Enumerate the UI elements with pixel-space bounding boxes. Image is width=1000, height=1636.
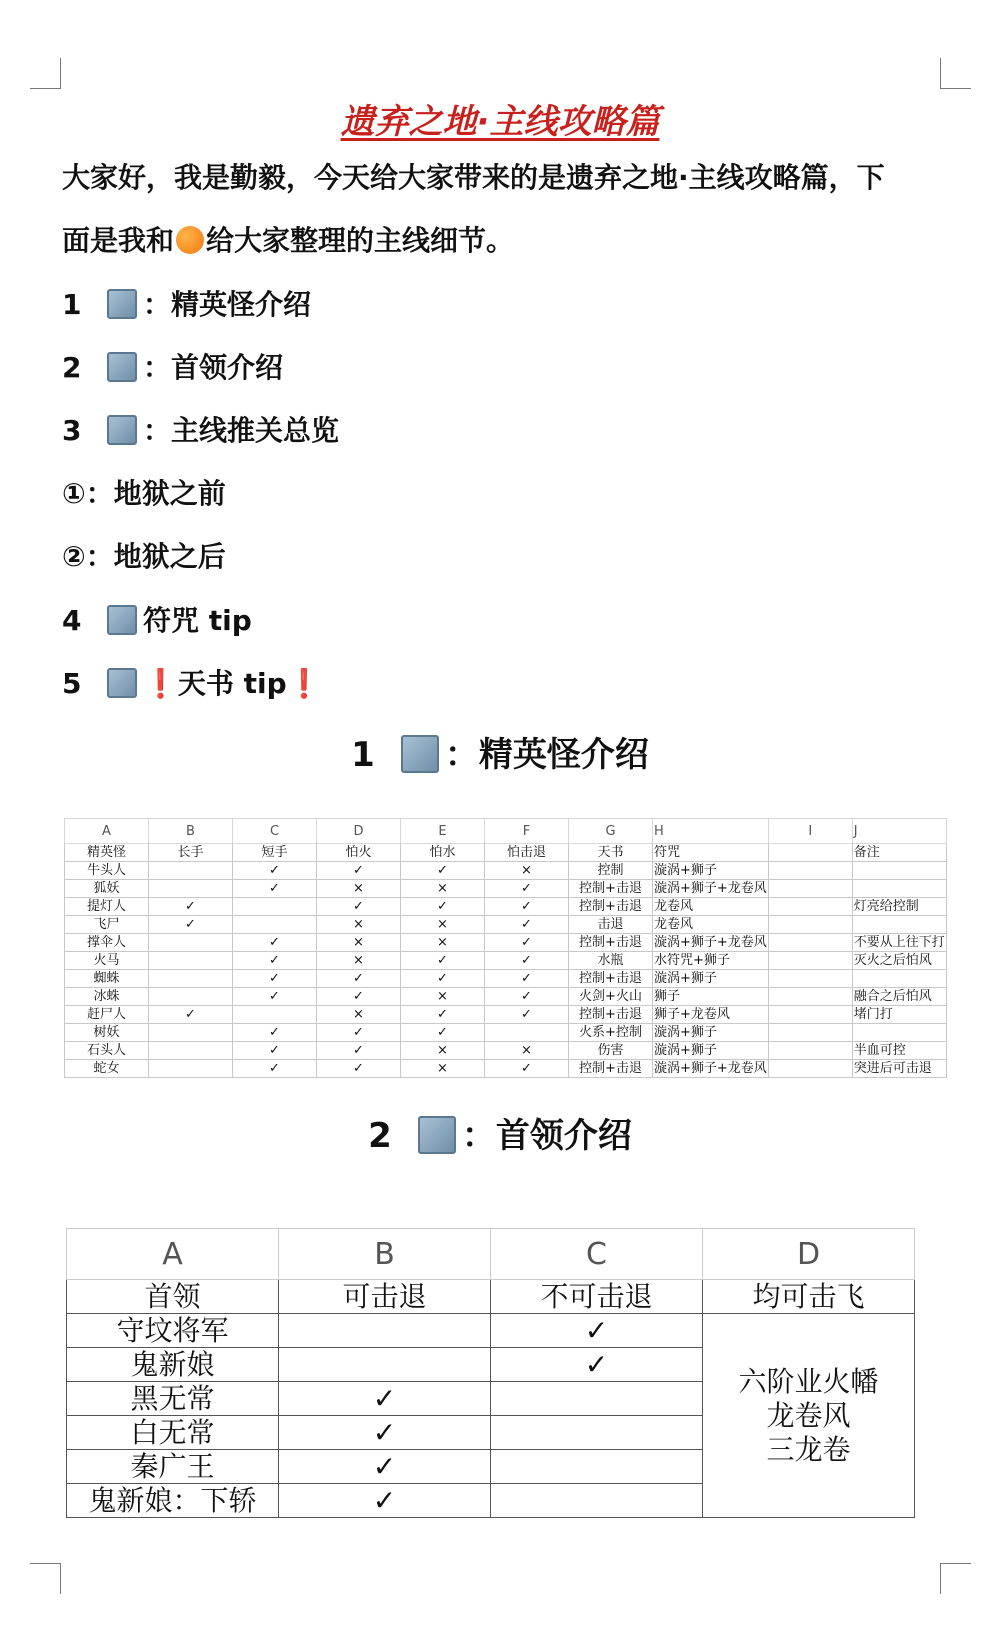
table-cell: ✓: [491, 1348, 703, 1382]
table-cell: ✓: [233, 1042, 317, 1060]
table-row: [65, 970, 947, 988]
table-cell: ✓: [279, 1484, 491, 1518]
table-cell: 撑伞人: [65, 934, 149, 952]
table-cell: 长手: [149, 844, 233, 862]
toc-item-3: [62, 411, 339, 451]
table-cell: ✓: [149, 1006, 233, 1024]
table-cell: 龙卷风: [653, 916, 769, 934]
table-cell: 符咒: [653, 844, 769, 862]
table-cell: 控制+击退: [569, 898, 653, 916]
table-cell: A: [65, 819, 149, 844]
table-cell: ✓: [233, 880, 317, 898]
table-cell: 白无常: [67, 1416, 279, 1450]
table-cell: 漩涡+狮子: [653, 970, 769, 988]
table-cell: [768, 844, 852, 862]
table-row: [67, 1314, 915, 1348]
table-cell: I: [768, 819, 852, 844]
table-cell: [279, 1314, 491, 1348]
table-row: [65, 898, 947, 916]
toc-item-5: [62, 664, 322, 704]
table-cell: ✓: [317, 862, 401, 880]
table-cell: ✓: [317, 970, 401, 988]
table-cell: 控制: [569, 862, 653, 880]
section-heading-elites: [0, 727, 1000, 776]
table-cell: 天书: [569, 844, 653, 862]
table-cell: [149, 934, 233, 952]
table-cell: [149, 880, 233, 898]
table-cell: 融合之后怕风: [852, 988, 946, 1006]
table-cell: ✓: [233, 988, 317, 1006]
table-row: [65, 988, 947, 1006]
table-cell: [768, 952, 852, 970]
table-cell: F: [485, 819, 569, 844]
table-cell: 可击退: [279, 1280, 491, 1314]
table-row: [65, 880, 947, 898]
table-cell: 水瓶: [569, 952, 653, 970]
toc-text: ：精英怪介绍: [143, 288, 312, 321]
table-cell: 提灯人: [65, 898, 149, 916]
table-cell: B: [149, 819, 233, 844]
table-cell: ✓: [401, 898, 485, 916]
table-cell: ✓: [485, 1006, 569, 1024]
page-corner-mark: [30, 58, 61, 89]
square-emoji-icon: [418, 1116, 456, 1154]
table-cell: ✓: [279, 1382, 491, 1416]
table-cell: ✓: [317, 1024, 401, 1042]
table-cell: ×: [485, 1042, 569, 1060]
table-cell: ×: [401, 880, 485, 898]
table-cell: [852, 970, 946, 988]
table-cell: ✓: [279, 1416, 491, 1450]
table-cell: ✓: [485, 934, 569, 952]
table-cell: 漩涡+狮子: [653, 862, 769, 880]
table-cell: ✓: [149, 916, 233, 934]
table-cell: ✓: [317, 988, 401, 1006]
intro-line-1: 大家好，我是勤毅，今天给大家带来的是遗弃之地·主线攻略篇，下: [62, 161, 885, 194]
column-letter-row: [67, 1229, 915, 1280]
section-title: ：首领介绍: [461, 1116, 632, 1156]
table-cell: 漩涡+狮子+龙卷风: [654, 1061, 767, 1076]
table-cell: ×: [401, 1060, 485, 1078]
table-cell: ✓: [317, 1042, 401, 1060]
page-corner-mark: [940, 58, 971, 89]
toc-number: 3: [62, 414, 82, 447]
table-cell: [768, 1024, 852, 1042]
elite-monster-table: [64, 818, 947, 1078]
toc-number: 2: [62, 351, 82, 384]
table-cell: ✓: [401, 1006, 485, 1024]
table-cell: 漩涡+狮子: [653, 1024, 769, 1042]
table-cell: 控制+击退: [569, 934, 653, 952]
table-cell: 突进后可击退: [852, 1060, 946, 1078]
table-cell: 击退: [569, 916, 653, 934]
table-cell: 狐妖: [65, 880, 149, 898]
table-cell: ✓: [485, 988, 569, 1006]
table-cell: 灭火之后怕风: [852, 952, 946, 970]
table-cell: 均可击飞: [703, 1280, 915, 1314]
table-cell: [852, 862, 946, 880]
table-cell: 控制+击退: [569, 1060, 653, 1078]
section-title: ：精英怪介绍: [444, 735, 649, 775]
table-cell: 怕水: [401, 844, 485, 862]
table-cell: 狮子+龙卷风: [653, 1006, 769, 1024]
table-cell: ×: [317, 952, 401, 970]
table-cell: ✓: [485, 1060, 569, 1078]
table-cell: 火剑+火山: [569, 988, 653, 1006]
table-cell: B: [279, 1229, 491, 1280]
table-cell: 控制+击退: [569, 970, 653, 988]
table-cell: [233, 898, 317, 916]
toc-item-2: [62, 348, 283, 388]
table-cell: D: [703, 1229, 915, 1280]
table-row: [65, 1042, 947, 1060]
toc-text: 符咒 tip: [143, 604, 252, 637]
table-cell: ×: [401, 916, 485, 934]
toc-text: ：首领介绍: [143, 351, 284, 384]
table-cell: [149, 970, 233, 988]
table-cell: [852, 1024, 946, 1042]
table-cell: [149, 988, 233, 1006]
table-cell: ✓: [401, 862, 485, 880]
intro-text: 给大家整理的主线细节。: [206, 224, 515, 257]
table-cell: ×: [401, 934, 485, 952]
table-cell: [768, 1060, 852, 1078]
table-cell: 备注: [852, 844, 946, 862]
square-emoji-icon: [107, 415, 137, 445]
table-header-row: [67, 1280, 915, 1314]
table-cell: ×: [401, 988, 485, 1006]
document-title: 遗弃之地·主线攻略篇: [340, 102, 660, 142]
table-cell: D: [317, 819, 401, 844]
table-cell: ✓: [317, 1060, 401, 1078]
table-cell: ✓: [233, 1060, 317, 1078]
table-cell: [491, 1416, 703, 1450]
table-cell: H: [653, 819, 769, 844]
table-row: [65, 1060, 947, 1078]
section-number: 1: [351, 735, 375, 775]
table-cell: 石头人: [65, 1042, 149, 1060]
table-cell: 首领: [67, 1280, 279, 1314]
table-cell: ✓: [401, 970, 485, 988]
table-cell: [491, 1382, 703, 1416]
square-emoji-icon: [107, 352, 137, 382]
intro-line-2: [62, 221, 962, 261]
table-cell: ✓: [317, 898, 401, 916]
table-row: [65, 1024, 947, 1042]
table-cell: ✓: [149, 898, 233, 916]
table-cell: ✓: [485, 880, 569, 898]
table-cell: ✓: [491, 1314, 703, 1348]
table-cell: 精英怪: [65, 844, 149, 862]
table-cell: 水符咒+狮子: [653, 952, 769, 970]
toc-number: 4: [62, 604, 82, 637]
table-cell: [149, 1042, 233, 1060]
table-cell: ✓: [485, 916, 569, 934]
table-cell: 火马: [65, 952, 149, 970]
table-cell: [768, 880, 852, 898]
square-emoji-icon: [107, 668, 137, 698]
table-cell: 狮子: [653, 988, 769, 1006]
table-cell: 漩涡+狮子+龙卷风: [654, 935, 767, 950]
table-cell: [768, 862, 852, 880]
table-cell: C: [233, 819, 317, 844]
exclamation-icon: ❗: [143, 667, 178, 700]
table-cell: G: [569, 819, 653, 844]
section-number: 2: [368, 1116, 392, 1156]
table-cell: 漩涡+狮子+龙卷风: [654, 881, 767, 896]
table-cell: [491, 1450, 703, 1484]
table-header-row: [65, 844, 947, 862]
toc-number: 5: [62, 667, 82, 700]
table-cell: 怕击退: [485, 844, 569, 862]
table-cell: ✓: [401, 1024, 485, 1042]
table-cell: [768, 970, 852, 988]
orange-emoji-icon: [176, 226, 204, 254]
merged-note-cell: [703, 1314, 915, 1518]
table-cell: [149, 862, 233, 880]
toc-number: 1: [62, 288, 82, 321]
table-cell: 灯亮给控制: [852, 898, 946, 916]
table-cell: [852, 916, 946, 934]
table-cell: 漩涡+狮子: [653, 1042, 769, 1060]
toc-text: 天书 tip: [177, 667, 287, 700]
table-cell: [149, 1024, 233, 1042]
table-cell: ×: [317, 934, 401, 952]
table-cell: [768, 898, 852, 916]
table-cell: 赶尸人: [65, 1006, 149, 1024]
page-corner-mark: [30, 1563, 61, 1594]
table-cell: ✓: [233, 862, 317, 880]
table-row: [65, 916, 947, 934]
table-cell: [491, 1484, 703, 1518]
table-row: [65, 934, 947, 952]
table-cell: 守坟将军: [67, 1314, 279, 1348]
table-cell: 不要从上往下打: [853, 935, 945, 950]
table-row: [65, 1006, 947, 1024]
intro-text: 面是我和: [62, 224, 175, 257]
table-cell: ×: [317, 916, 401, 934]
table-cell: ✓: [485, 952, 569, 970]
table-cell: 牛头人: [65, 862, 149, 880]
table-cell: [768, 1042, 852, 1060]
table-cell: 伤害: [569, 1042, 653, 1060]
table-cell: ✓: [233, 970, 317, 988]
table-cell: ×: [401, 1042, 485, 1060]
table-cell: ✓: [485, 898, 569, 916]
toc-subitem-2: ②：地狱之后: [62, 540, 226, 573]
table-cell: [768, 934, 852, 952]
table-cell: 龙卷风: [653, 898, 769, 916]
table-cell: ✓: [233, 1024, 317, 1042]
table-cell: 控制+击退: [569, 880, 653, 898]
table-cell: [279, 1348, 491, 1382]
table-cell: [233, 916, 317, 934]
toc-subitem-1: ①：地狱之前: [62, 477, 226, 510]
merged-note-line: 三龙卷: [766, 1432, 851, 1466]
table-cell: [233, 1006, 317, 1024]
table-cell: 黑无常: [67, 1382, 279, 1416]
table-cell: [485, 1024, 569, 1042]
table-cell: 树妖: [65, 1024, 149, 1042]
table-cell: A: [67, 1229, 279, 1280]
table-cell: ✓: [485, 970, 569, 988]
toc-text: ：主线推关总览: [143, 414, 340, 447]
table-cell: 短手: [233, 844, 317, 862]
table-row: [65, 952, 947, 970]
boss-table: [66, 1228, 915, 1518]
toc-item-4: [62, 601, 252, 641]
table-cell: 怕火: [317, 844, 401, 862]
square-emoji-icon: [401, 735, 439, 773]
table-cell: ✓: [233, 952, 317, 970]
section-heading-bosses: [0, 1108, 1000, 1157]
table-cell: 秦广王: [67, 1450, 279, 1484]
square-emoji-icon: [107, 605, 137, 635]
square-emoji-icon: [107, 289, 137, 319]
table-cell: [768, 1006, 852, 1024]
column-letter-row: [65, 819, 947, 844]
merged-note-line: 六阶业火幡: [738, 1364, 879, 1398]
table-cell: E: [401, 819, 485, 844]
table-cell: 鬼新娘: [67, 1348, 279, 1382]
table-cell: [852, 880, 946, 898]
table-cell: ×: [317, 1006, 401, 1024]
table-cell: [768, 988, 852, 1006]
table-cell: ✓: [279, 1450, 491, 1484]
table-cell: [149, 1060, 233, 1078]
table-cell: J: [852, 819, 946, 844]
table-cell: 蜘蛛: [65, 970, 149, 988]
table-cell: 不可击退: [491, 1280, 703, 1314]
table-cell: 火系+控制: [569, 1024, 653, 1042]
page-corner-mark: [940, 1563, 971, 1594]
table-cell: 堵门打: [852, 1006, 946, 1024]
table-cell: ×: [485, 862, 569, 880]
table-cell: [149, 952, 233, 970]
table-cell: [768, 916, 852, 934]
exclamation-icon: ❗: [286, 667, 322, 700]
table-row: [65, 862, 947, 880]
table-cell: 半血可控: [852, 1042, 946, 1060]
table-cell: 鬼新娘：下轿: [67, 1484, 279, 1518]
table-cell: 蛇女: [65, 1060, 149, 1078]
table-cell: ✓: [233, 934, 317, 952]
table-cell: 控制+击退: [569, 1006, 653, 1024]
table-cell: ×: [317, 880, 401, 898]
table-cell: ✓: [401, 952, 485, 970]
merged-note-line: 龙卷风: [766, 1398, 851, 1432]
table-cell: 冰蛛: [65, 988, 149, 1006]
table-cell: 飞尸: [65, 916, 149, 934]
table-cell: C: [491, 1229, 703, 1280]
toc-item-1: [62, 285, 311, 325]
